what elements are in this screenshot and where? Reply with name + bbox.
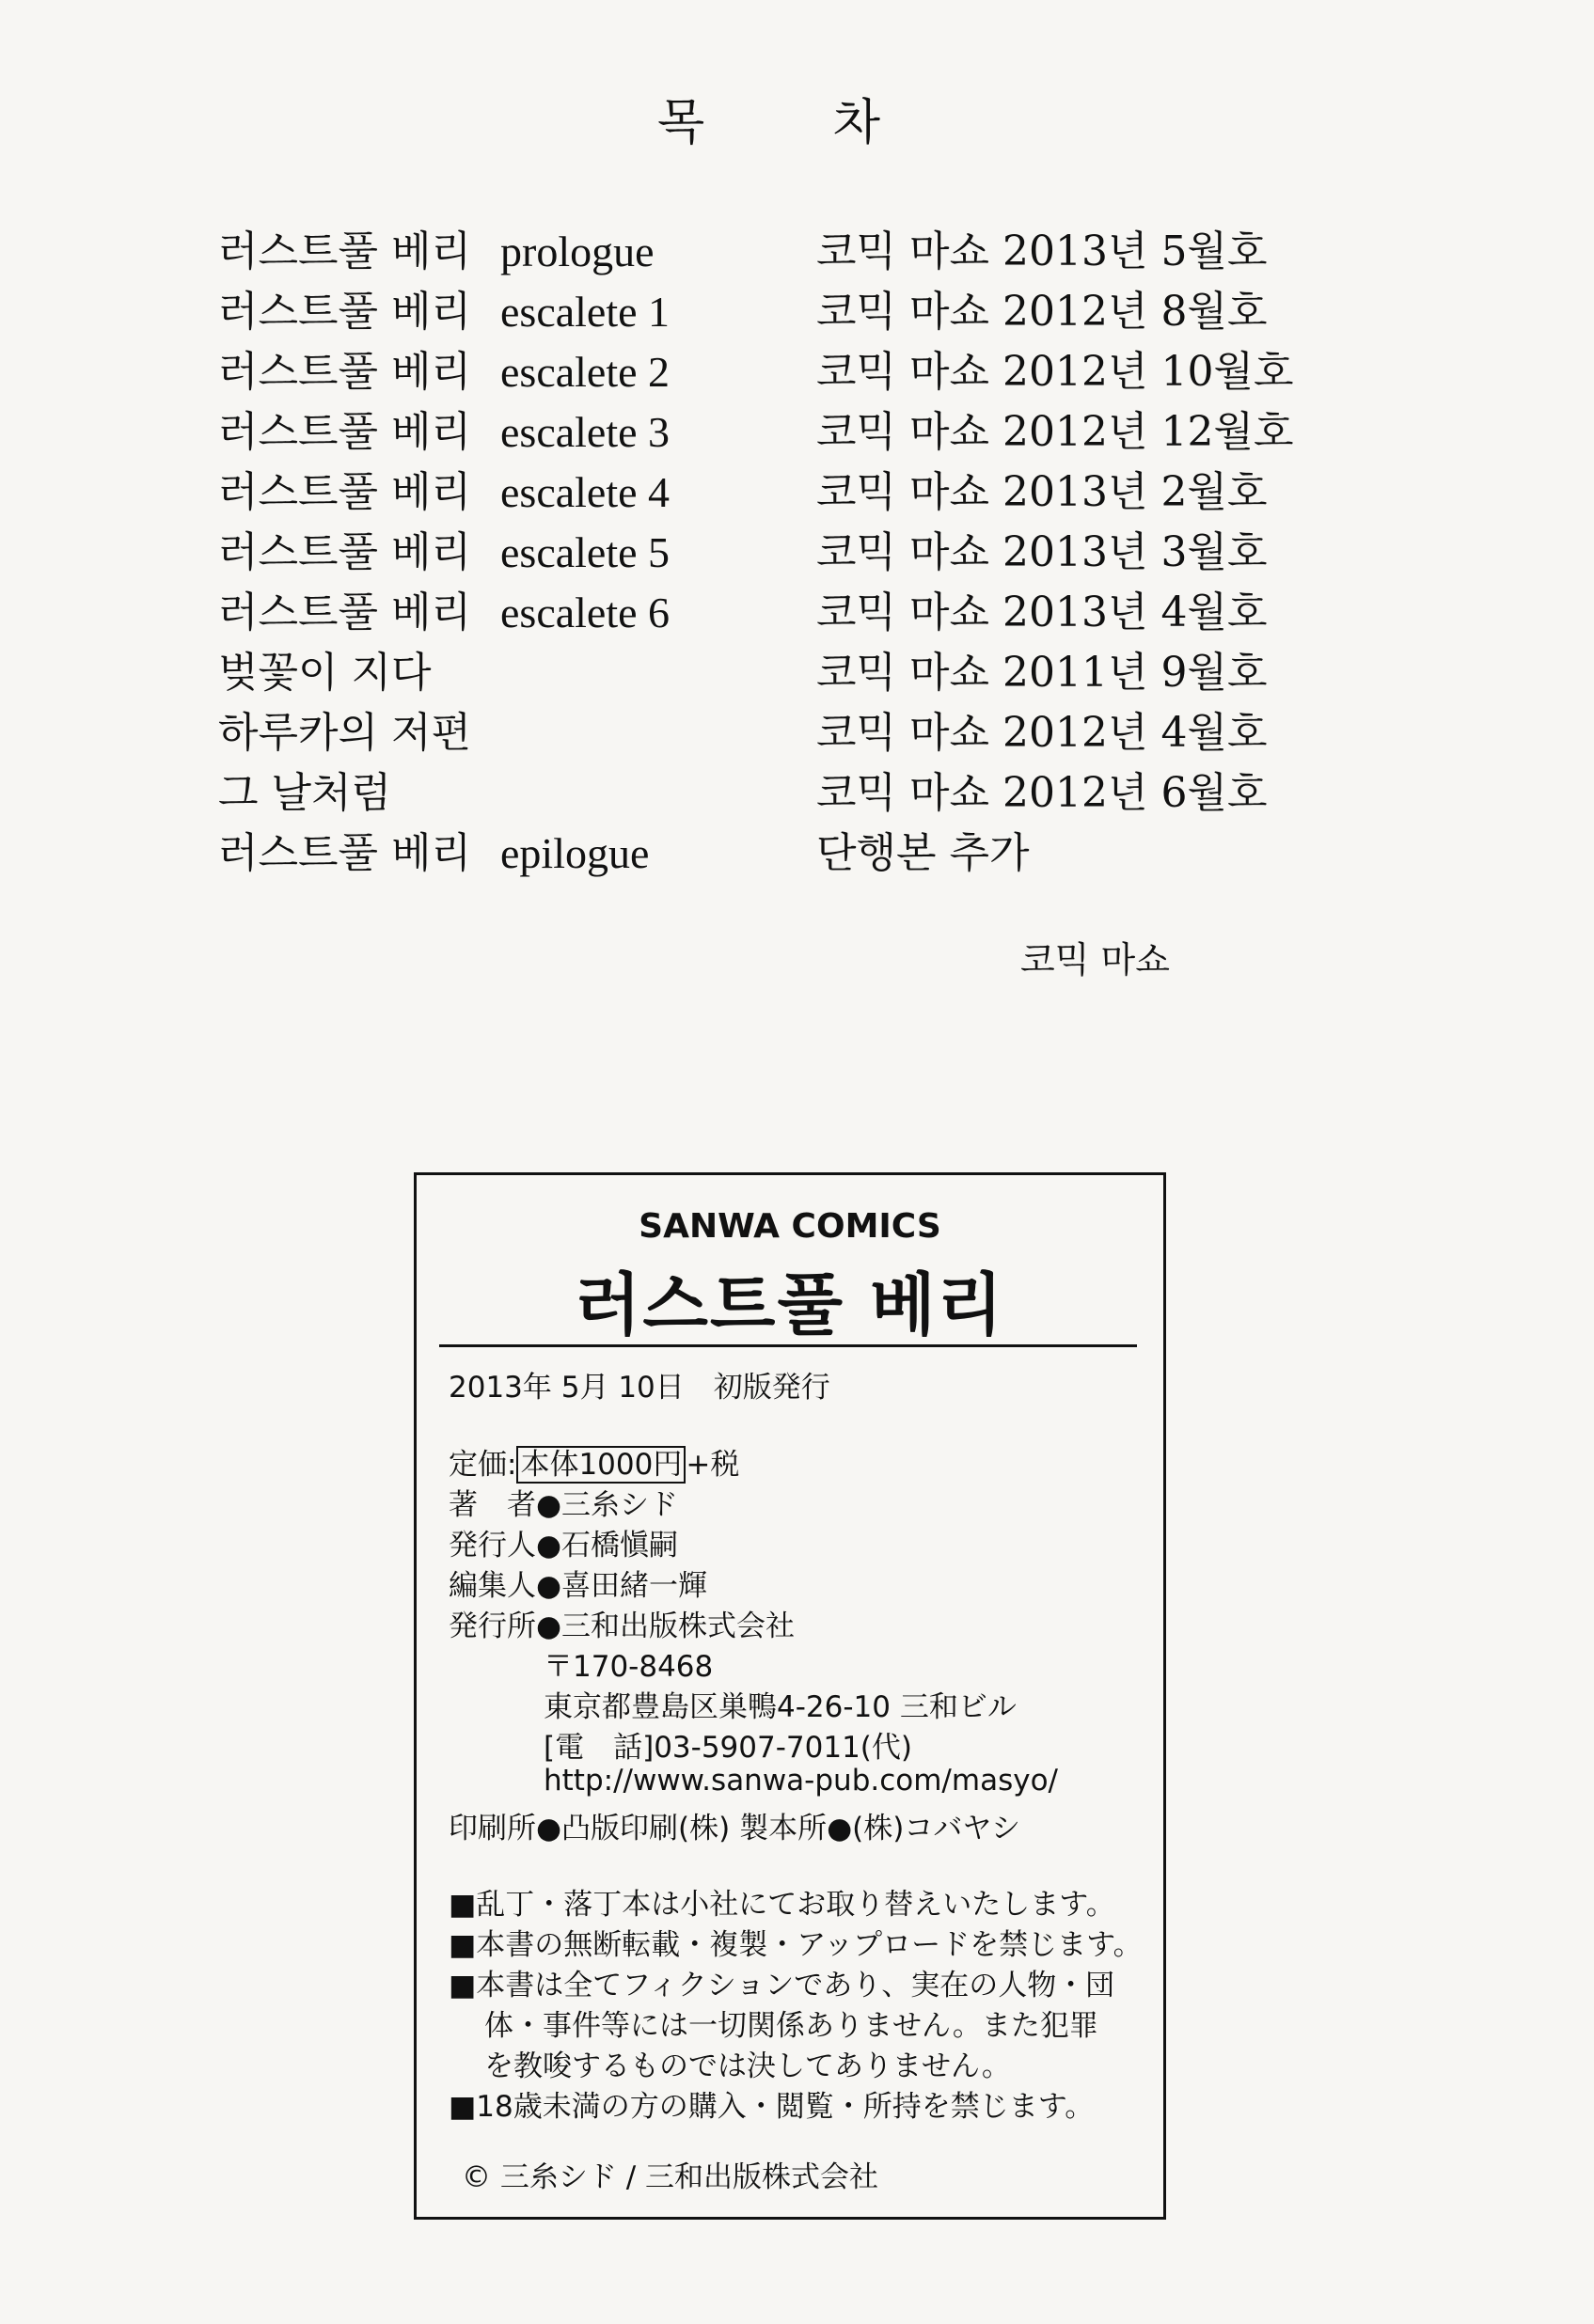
toc-chapter-sub: prologue (500, 228, 655, 275)
toc-chapter-title: 러스트풀 베리 (218, 288, 472, 336)
toc-chapter-sub: epilogue (500, 829, 650, 877)
printer-line: 印刷所●凸版印刷(株) 製本所●(株)コバヤシ (449, 1812, 1021, 1845)
toc-chapter-sub: escalete 6 (500, 589, 671, 636)
notice-line: ■本書は全てフィクションであり、実在の人物・団 (449, 1969, 1115, 2002)
toc-title: 목 차 (657, 95, 937, 151)
toc-chapter-sub: escalete 3 (500, 408, 671, 456)
price-line (449, 1440, 739, 1483)
toc-chapter-title: 러스트풀 베리 (218, 528, 472, 576)
toc-chapter-sub: escalete 5 (500, 528, 671, 576)
toc-chapter-source: 코믹 마쇼 2011년 9월호 (816, 649, 1268, 697)
book-title: 러스트풀 베리 (575, 1265, 1005, 1344)
toc-chapter-source: 단행본 추가 (816, 829, 1030, 877)
toc-chapter-source: 코믹 마쇼 2012년 8월호 (816, 288, 1268, 336)
toc-chapter-source: 코믹 마쇼 2013년 2월호 (816, 468, 1268, 516)
publisher-person-line: 発行人●石橋愼嗣 (449, 1529, 679, 1562)
toc-row (218, 463, 1328, 523)
toc-row (218, 342, 1328, 402)
phone: [電 話]03-5907-7011(代) (544, 1731, 912, 1765)
price-label: 定価: (449, 1448, 517, 1482)
notice-line: ■乱丁・落丁本は小社にてお取り替えいたします。 (449, 1888, 1115, 1922)
toc-chapter-source: 코믹 마쇼 2012년 12월호 (816, 408, 1294, 456)
toc-list (218, 222, 1328, 884)
toc-row (218, 824, 1328, 884)
notice-line: 体・事件等には一切関係ありません。また犯罪 (484, 2009, 1098, 2043)
publisher-line: 発行所●三和出版株式会社 (449, 1610, 796, 1643)
toc-chapter-title: 러스트풀 베리 (218, 589, 472, 636)
copyright-line: © 三糸シド / 三和出版株式会社 (462, 2160, 879, 2194)
notice-line: を教唆するものでは決してありません。 (484, 2049, 1011, 2083)
colophon-box (414, 1172, 1166, 2220)
author-line: 著 者●三糸シド (449, 1488, 679, 1522)
toc-row (218, 583, 1328, 643)
postal-code: 〒170-8468 (544, 1650, 714, 1684)
toc-chapter-title: 벚꽃이 지다 (218, 649, 432, 697)
editor-line: 編集人●喜田緒一輝 (449, 1569, 708, 1603)
toc-row (218, 402, 1328, 463)
notice-line: ■本書の無断転載・複製・アップロードを禁じます。 (449, 1928, 1143, 1962)
toc-chapter-title: 그 날처럼 (218, 769, 392, 817)
toc-chapter-source: 코믹 마쇼 2012년 6월호 (816, 769, 1268, 817)
toc-chapter-title: 러스트풀 베리 (218, 829, 472, 877)
toc-chapter-title: 러스트풀 베리 (218, 408, 472, 456)
toc-chapter-sub: escalete 2 (500, 348, 671, 396)
series-name: SANWA COMICS (639, 1207, 941, 1246)
toc-chapter-source: 코믹 마쇼 2013년 5월호 (816, 228, 1268, 275)
title-divider (439, 1344, 1137, 1347)
publication-date: 2013年 5月 10日 初版発行 (449, 1371, 830, 1405)
notice-line: ■18歳未満の方の購入・閲覧・所持を禁じます。 (449, 2090, 1095, 2124)
toc-chapter-source: 코믹 마쇼 2012년 4월호 (816, 709, 1268, 757)
toc-chapter-source: 코믹 마쇼 2012년 10월호 (816, 348, 1294, 396)
toc-row (218, 643, 1328, 703)
toc-chapter-sub: escalete 1 (500, 288, 671, 336)
toc-row (218, 703, 1328, 763)
toc-row (218, 282, 1328, 342)
price-tax: +税 (686, 1448, 740, 1482)
toc-row (218, 763, 1328, 824)
toc-row (218, 523, 1328, 583)
toc-chapter-title: 러스트풀 베리 (218, 468, 472, 516)
toc-row (218, 222, 1328, 282)
price-value: 本体1000円 (516, 1446, 686, 1484)
toc-chapter-source: 코믹 마쇼 2013년 3월호 (816, 528, 1268, 576)
toc-chapter-source: 코믹 마쇼 2013년 4월호 (816, 589, 1268, 636)
toc-note: 코믹 마쇼 (1020, 939, 1170, 981)
toc-chapter-title: 러스트풀 베리 (218, 348, 472, 396)
toc-chapter-title: 러스트풀 베리 (218, 228, 472, 275)
toc-chapter-title: 하루카의 저편 (218, 709, 472, 757)
address: 東京都豊島区巣鴨4-26-10 三和ビル (544, 1690, 1017, 1724)
website-url: http://www.sanwa-pub.com/masyo/ (544, 1764, 1058, 1798)
toc-chapter-sub: escalete 4 (500, 468, 671, 516)
